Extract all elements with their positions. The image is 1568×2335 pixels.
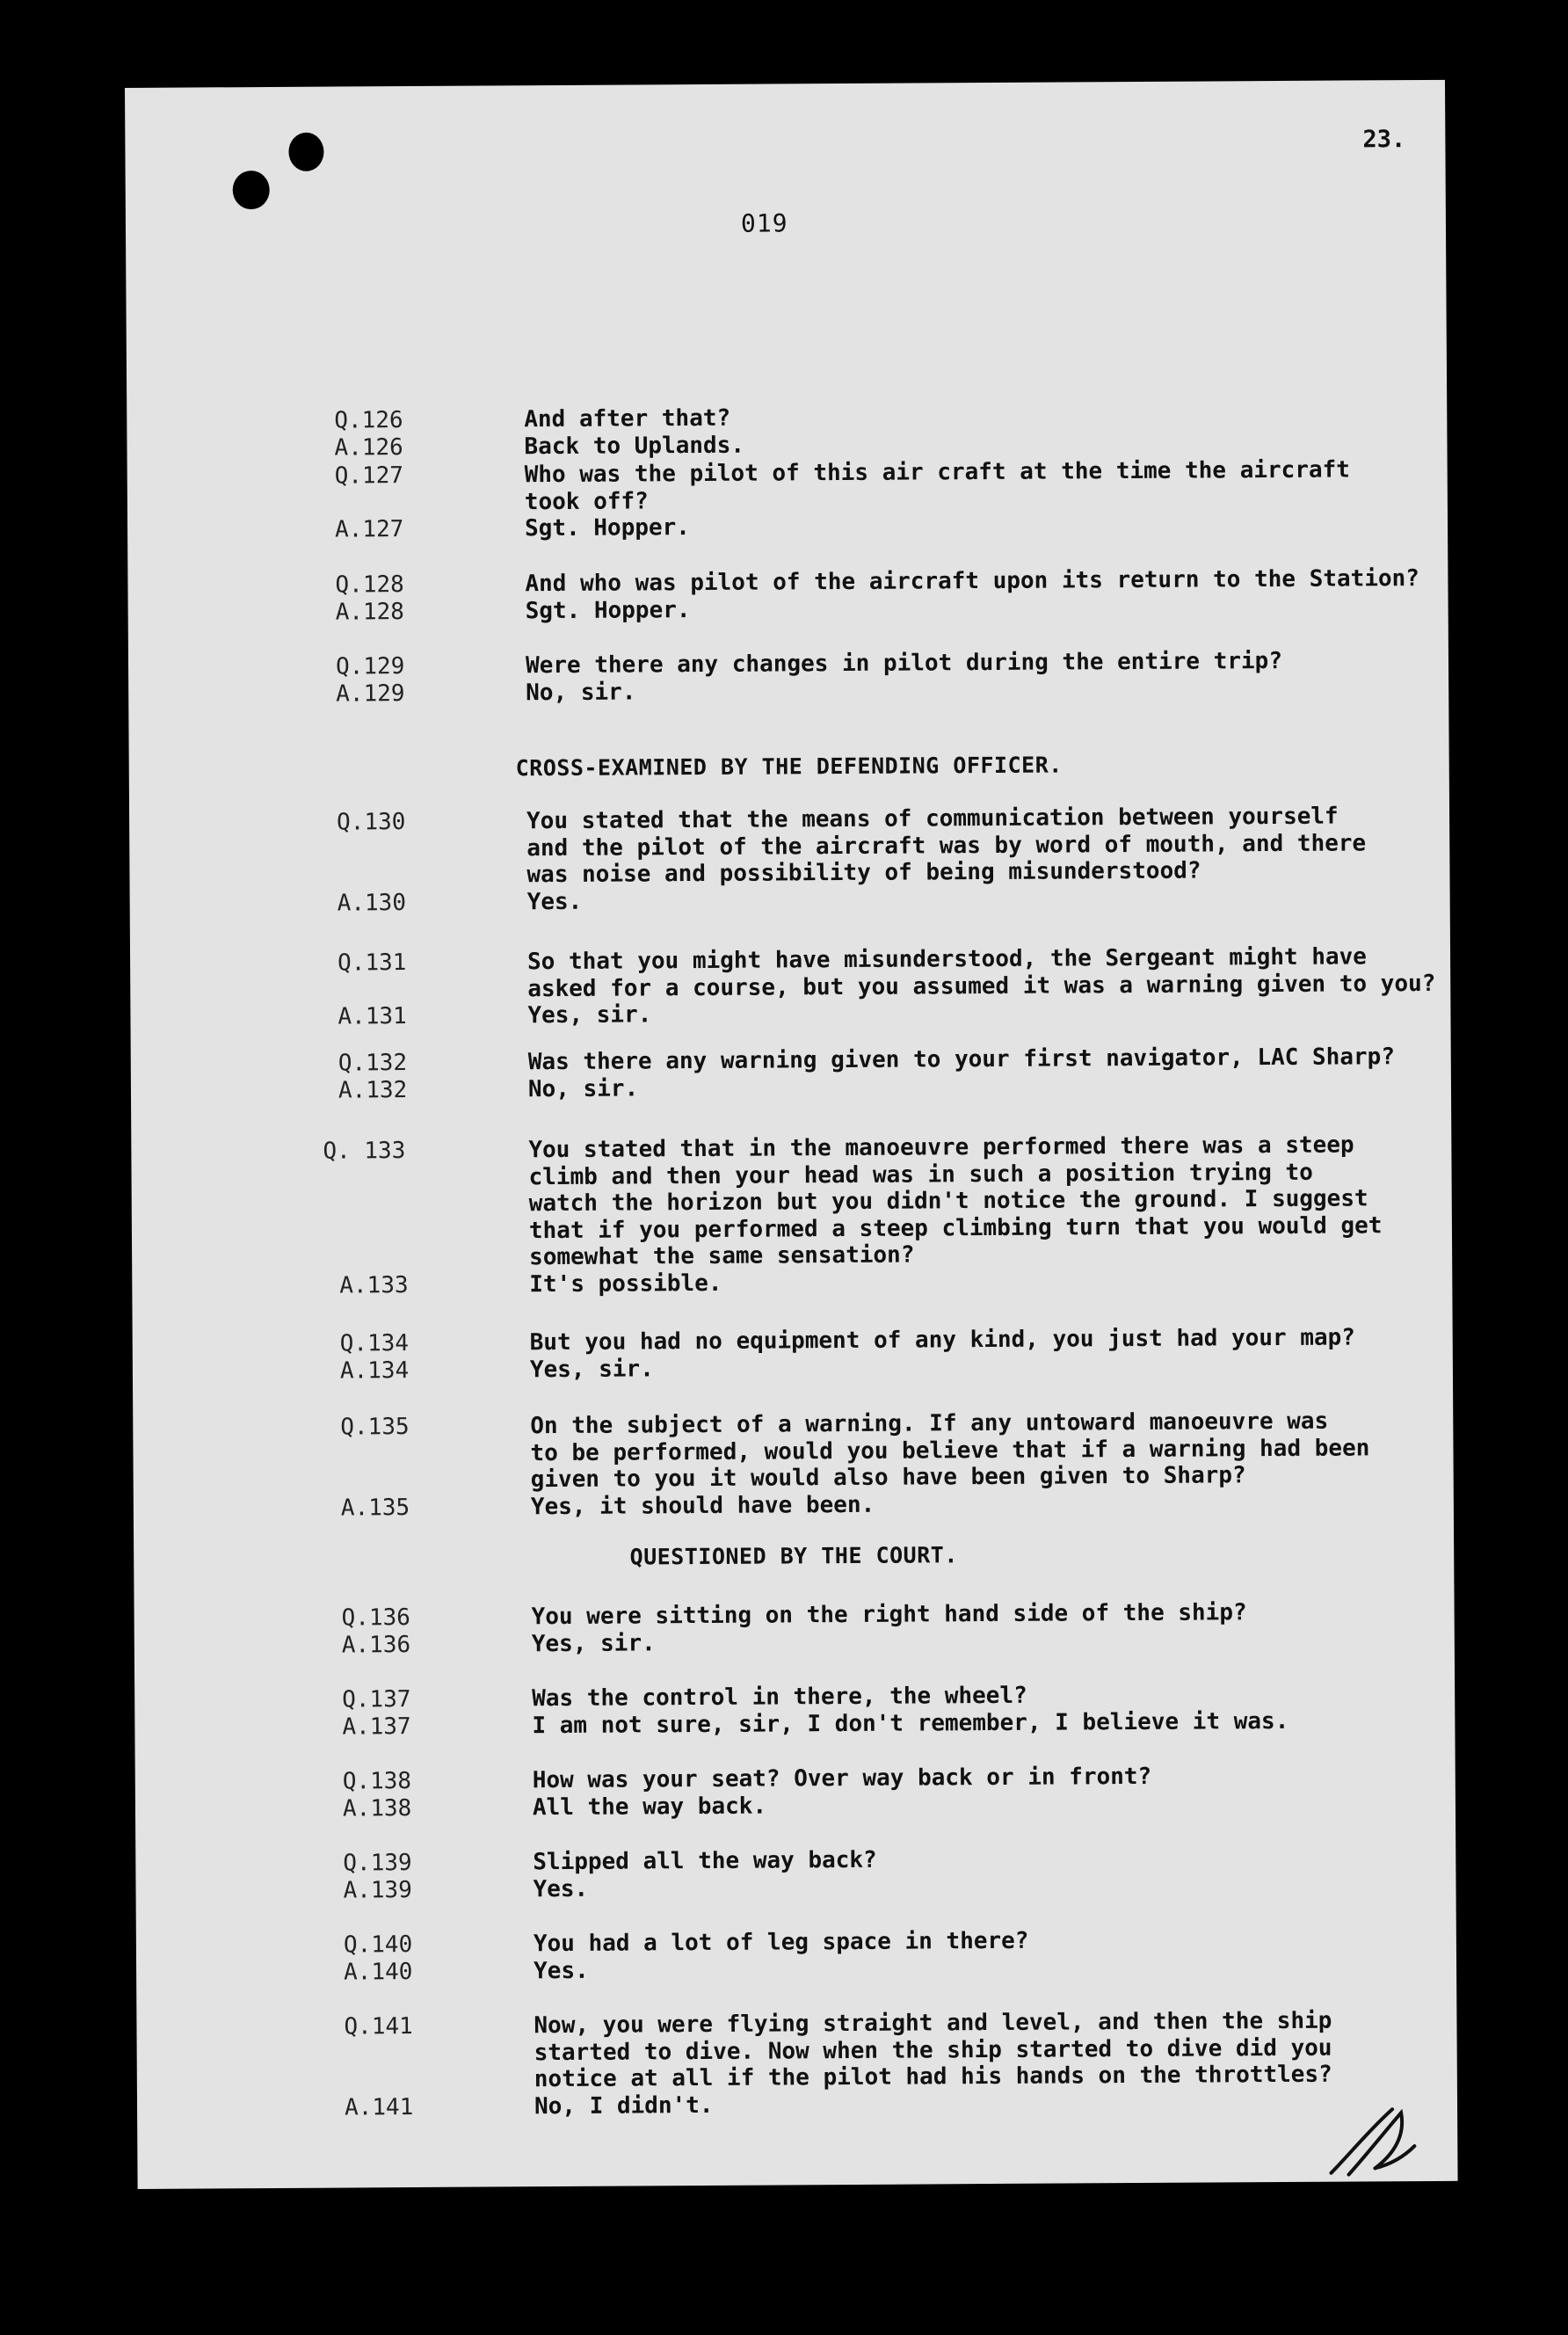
question-text-line: Were there any changes in pilot during the entire trip?: [525, 647, 1283, 680]
question-text-line: and the pilot of the aircraft was by word of mouth, and there: [526, 829, 1367, 862]
answer-text: No, I didn't.: [534, 2091, 714, 2120]
answer-text: All the way back.: [532, 1793, 767, 1821]
question-label: Q.135: [340, 1414, 410, 1441]
question-text-line: So that you might have misunderstood, the Sergeant might have: [526, 943, 1368, 976]
question-label: Q.134: [339, 1330, 410, 1357]
question-label: Q.129: [335, 653, 405, 680]
question-text-line: Who was the pilot of this air craft at the time the aircraft: [524, 456, 1350, 489]
question-text-line: somewhat the same sensation?: [529, 1241, 915, 1271]
question-text-line: Now, you were flying straight and level, and then the ship: [534, 2007, 1332, 2040]
question-label: Q.140: [343, 1931, 413, 1959]
question-text-line: to be performed, would you believe that if a warning had been: [530, 1434, 1370, 1466]
question-text-line: You stated that in the manoeuvre performed there was a steep: [528, 1131, 1354, 1164]
punch-hole: [288, 133, 323, 171]
document-page: [125, 80, 1458, 2189]
document-code: 019: [740, 208, 788, 238]
answer-text: Yes, sir.: [531, 1629, 656, 1657]
question-label: Q.130: [337, 809, 406, 836]
answer-label: A.129: [336, 680, 405, 708]
answer-label: A.140: [344, 1958, 413, 1986]
answer-label: A.138: [342, 1794, 412, 1822]
question-text-line: Was the control in there, the wheel?: [532, 1682, 1027, 1713]
question-label: Q.137: [342, 1686, 411, 1713]
question-text-line: started to dive. Now when the ship started to dive did you: [534, 2034, 1332, 2066]
question-text-line: asked for a course, but you assumed it was a warning given to you?: [527, 970, 1436, 1002]
question-label: Q.138: [342, 1768, 412, 1795]
answer-text: It's possible.: [529, 1269, 722, 1298]
punch-hole: [233, 171, 270, 209]
answer-label: A.141: [344, 2093, 414, 2121]
signature-initials: [1322, 2102, 1428, 2182]
answer-text: I am not sure, sir, I don't remember, I believe it was.: [532, 1707, 1289, 1739]
question-text-line: You had a lot of leg space in there?: [533, 1927, 1029, 1958]
answer-text: Yes.: [526, 888, 583, 915]
answer-label: A.133: [339, 1271, 409, 1299]
question-label: Q.131: [337, 949, 407, 977]
answer-text: Yes, it should have been.: [530, 1491, 875, 1520]
answer-label: A.130: [337, 889, 407, 917]
question-text-line: notice at all if the pilot had his hands on the throttles?: [534, 2061, 1332, 2093]
question-text-line: And who was pilot of the aircraft upon its return to the Station?: [525, 565, 1419, 598]
question-label: Q.132: [338, 1050, 408, 1077]
question-label: Q.126: [334, 407, 403, 434]
question-text-line: watch the horizon but you didn't notice the ground. I suggest: [528, 1185, 1368, 1218]
answer-label: A.126: [334, 433, 403, 462]
answer-text: Yes, sir.: [527, 1001, 652, 1029]
question-text-line: How was your seat? Over way back or in front?: [532, 1763, 1152, 1794]
answer-text: Yes, sir.: [529, 1355, 654, 1383]
answer-text: No, sir.: [527, 1074, 639, 1102]
answer-text: Back to Uplands.: [524, 432, 745, 460]
question-label: Q.127: [334, 462, 404, 490]
answer-label: A.128: [335, 598, 405, 626]
answer-text: Sgt. Hopper.: [524, 514, 691, 542]
question-label: Q.141: [344, 2013, 413, 2040]
answer-label: A.134: [339, 1357, 410, 1385]
answer-label: A.139: [343, 1876, 412, 1904]
question-text-line: given to you it would also have been given to Sharp?: [530, 1462, 1246, 1494]
answer-text: Yes.: [533, 1875, 589, 1902]
question-text-line: took off?: [524, 487, 649, 515]
question-label: Q.128: [335, 571, 404, 599]
question-label: Q.139: [343, 1850, 412, 1877]
answer-label: A.127: [334, 516, 404, 543]
section-heading-cross-examined: CROSS-EXAMINED BY THE DEFENDING OFFICER.: [515, 752, 1063, 782]
question-text-line: And after that?: [524, 404, 731, 433]
question-text-line: On the subject of a warning. If any untoward manoeuvre was: [530, 1408, 1329, 1440]
answer-label: A.136: [341, 1631, 411, 1659]
answer-label: A.137: [342, 1713, 411, 1741]
question-label: Q.136: [341, 1604, 411, 1632]
question-text-line: You stated that the means of communication between yourself: [526, 803, 1339, 835]
question-text-line: You were sitting on the right hand side of the ship?: [531, 1599, 1247, 1631]
answer-text: Sgt. Hopper.: [525, 596, 691, 624]
question-text-line: that if you performed a steep climbing turn that you would get: [528, 1211, 1383, 1244]
question-text-line: Was there any warning given to your first navigator, LAC Sharp?: [527, 1044, 1396, 1076]
section-heading-questioned: QUESTIONED BY THE COURT.: [629, 1542, 958, 1570]
page-number: 23.: [1362, 126, 1406, 154]
question-text-line: But you had no equipment of any kind, you just had your map?: [529, 1324, 1356, 1357]
question-label: Q. 133: [323, 1138, 406, 1165]
answer-label: A.132: [338, 1076, 408, 1104]
answer-label: A.131: [338, 1003, 407, 1030]
question-text-line: was noise and possibility of being misunderstood?: [526, 857, 1201, 889]
answer-text: No, sir.: [526, 678, 636, 706]
answer-text: Yes.: [533, 1957, 589, 1984]
question-text-line: Slipped all the way back?: [533, 1846, 877, 1876]
answer-label: A.135: [340, 1494, 410, 1522]
question-text-line: climb and then your head was in such a position trying to: [528, 1159, 1313, 1190]
